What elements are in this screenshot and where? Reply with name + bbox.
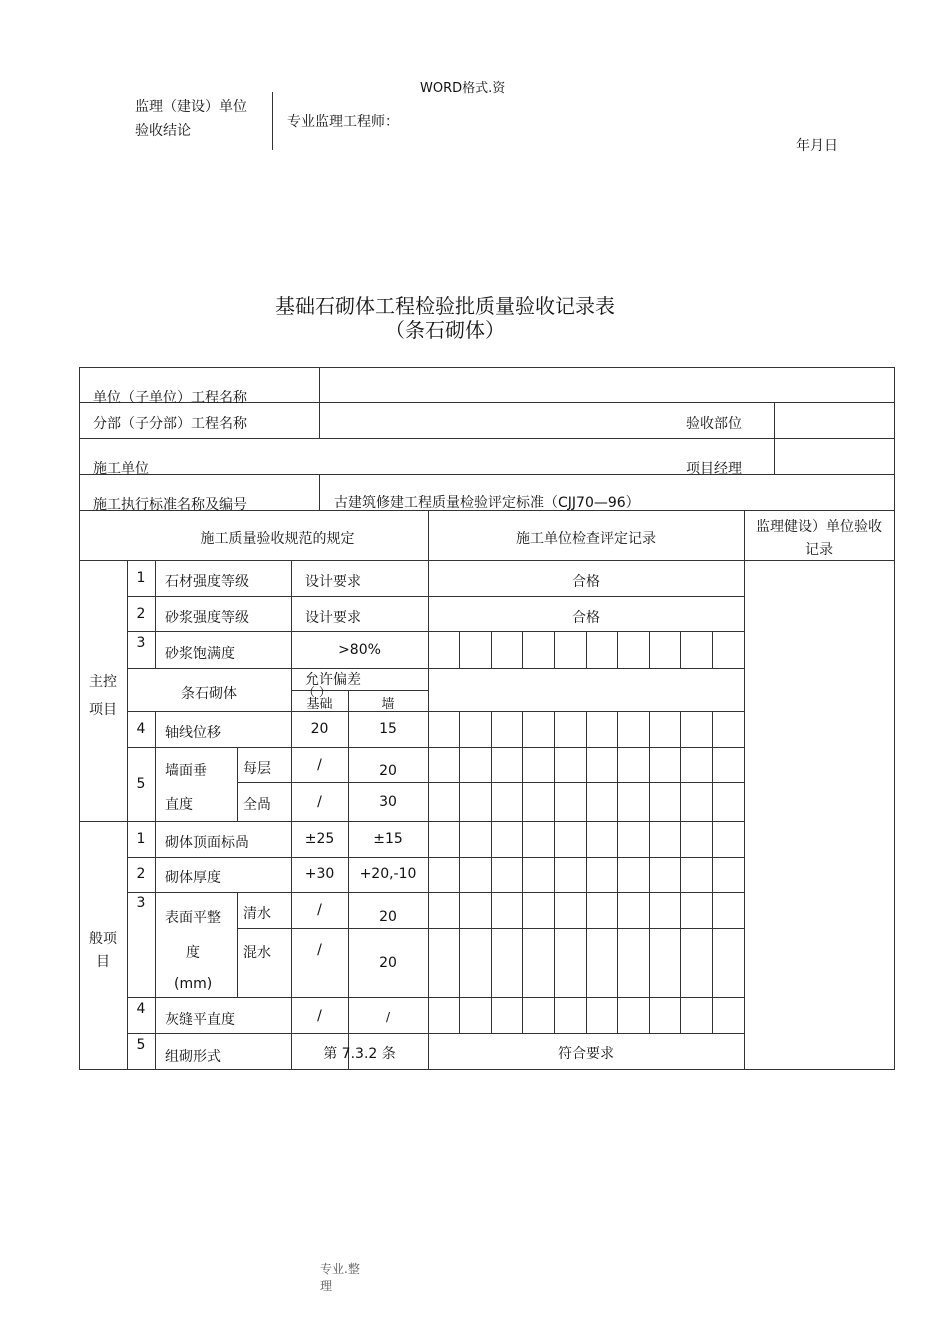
supervision-label-line1: 监理（建设）单位	[135, 99, 247, 115]
g-row2-no: 2	[136, 866, 146, 882]
mc-row3-no: 3	[136, 635, 146, 651]
g-row3-item-line3: (mm)	[174, 976, 213, 992]
full-height-label: 全咼	[243, 797, 271, 813]
g-row2-foundation: +30	[304, 866, 335, 882]
g-row2-wall: +20,-10	[359, 866, 417, 882]
g-row4-no: 4	[136, 1001, 146, 1017]
per-floor-label: 每层	[243, 761, 271, 777]
standard-label: 施工执行标准名称及编号	[93, 497, 247, 513]
g-row5-result: 符合要求	[558, 1046, 614, 1062]
allowance-paren: （ ）	[303, 685, 331, 699]
date-label: 年月日	[796, 138, 838, 154]
stone-masonry-label: 条石砌体	[181, 686, 237, 702]
mc-row1-req: 设计要求	[305, 574, 361, 590]
doc-format-note: WORD格式.资	[420, 81, 506, 96]
header-divider	[272, 92, 273, 150]
per-floor-wall: 20	[379, 763, 397, 779]
clear-wall: 20	[379, 909, 397, 925]
full-height-foundation: /	[317, 794, 322, 810]
mixed-wall: 20	[379, 955, 397, 971]
mc-row4-no: 4	[136, 721, 146, 737]
g-row1-no: 1	[136, 831, 146, 847]
mc-row2-req: 设计要求	[305, 610, 361, 626]
g-row4-foundation: /	[317, 1008, 322, 1024]
page-title: 基础石砌体工程检验批质量验收记录表	[275, 294, 615, 318]
acceptance-part-label: 验收部位	[686, 416, 742, 432]
full-height-wall: 30	[379, 794, 397, 810]
g-row1-foundation: ±25	[304, 831, 335, 847]
mc-row4-wall: 15	[379, 721, 397, 737]
g-row5-no: 5	[136, 1037, 146, 1053]
mc-row2-result: 合格	[572, 610, 600, 626]
mc-row3-req: >80%	[338, 642, 381, 658]
main-control-label-line1: 主控	[89, 674, 117, 690]
mixed-foundation: /	[317, 942, 322, 958]
sub-project-name-label: 分部（子分部）工程名称	[93, 416, 247, 432]
mc-row2-no: 2	[136, 606, 146, 622]
mc-row5-item-line2: 直度	[165, 797, 193, 813]
project-manager-label: 项目经理	[686, 461, 742, 477]
mc-row5-no: 5	[136, 776, 146, 792]
standard-value: 古建筑修建工程质量检验评定标准（CJJ70—96）	[334, 495, 640, 511]
g-row1-wall: ±15	[373, 831, 403, 847]
footer-line2: 理	[320, 1279, 333, 1293]
mc-row4-foundation: 20	[310, 721, 329, 737]
per-floor-foundation: /	[317, 757, 322, 773]
unit-project-name-label: 单位（子单位）工程名称	[93, 390, 247, 406]
clear-water-label: 清水	[243, 906, 271, 922]
mc-row4-item: 轴线位移	[165, 725, 221, 741]
g-row3-item-line2: 度	[186, 945, 200, 961]
allowance-label: 允许偏差	[305, 672, 361, 688]
engineer-label: 专业监理工程师：	[287, 114, 399, 130]
header-check: 施工单位检查评定记录	[516, 531, 656, 547]
mc-row1-result: 合格	[572, 574, 600, 590]
g-row2-item: 砌体厚度	[165, 870, 221, 886]
page-subtitle: （条石砌体）	[385, 318, 505, 342]
g-row5-req: 第 7.3.2 条	[323, 1046, 396, 1062]
clear-foundation: /	[317, 902, 322, 918]
header-supervision-line2: 记录	[805, 542, 833, 558]
mixed-water-label: 混水	[243, 945, 271, 961]
mc-row1-no: 1	[136, 570, 146, 586]
supervision-label-line2: 验收结论	[135, 123, 191, 139]
mc-row3-item: 砂浆饱满度	[165, 646, 235, 662]
g-row1-item: 砌体顶面标咼	[165, 835, 249, 851]
construction-unit-label: 施工单位	[93, 461, 149, 477]
g-row4-item: 灰缝平直度	[165, 1012, 235, 1028]
g-row4-wall: /	[385, 1010, 391, 1024]
g-row3-no: 3	[136, 895, 146, 911]
general-label-line1: 般项	[89, 931, 117, 947]
general-label-line2: 目	[96, 954, 110, 970]
col-foundation-label: 基础	[306, 697, 333, 712]
header-supervision-line1: 监理健设）单位验收	[756, 519, 882, 535]
mc-row5-item-line1: 墙面垂	[165, 763, 207, 779]
g-row5-item: 组砌形式	[165, 1049, 221, 1065]
mc-row1-item: 石材强度等级	[165, 574, 249, 590]
main-control-label-line2: 项目	[89, 702, 117, 718]
mc-row2-item: 砂浆强度等级	[165, 610, 249, 626]
col-wall-label: 墙	[381, 697, 395, 712]
footer-line1: 专业.整	[320, 1262, 360, 1276]
g-row3-item-line1: 表面平整	[165, 910, 221, 926]
header-spec: 施工质量验收规范的规定	[200, 531, 355, 547]
